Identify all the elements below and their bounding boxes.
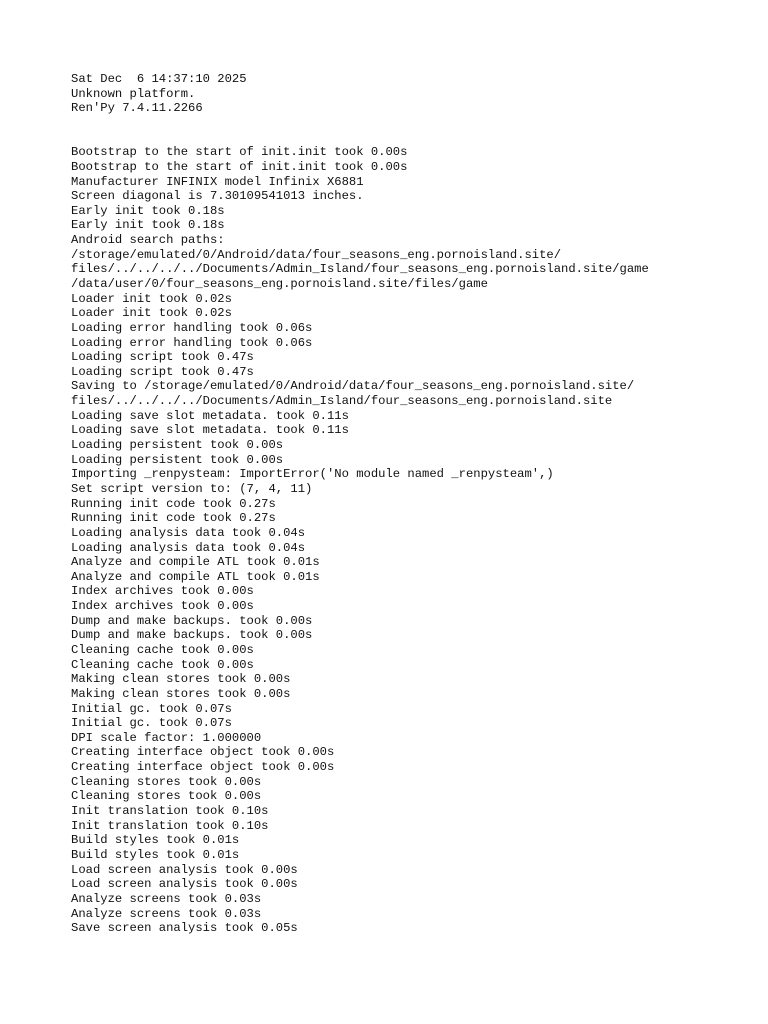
log-line: Android search paths: — [71, 233, 225, 248]
log-line: Bootstrap to the start of init.init took 0.00s — [71, 145, 408, 160]
log-line: Loading analysis data took 0.04s — [71, 540, 306, 555]
header-line: Unknown platform. — [71, 86, 196, 101]
log-line: Loader init took 0.02s — [71, 291, 232, 306]
log-line: Importing _renpysteam: ImportError('No module named _renpysteam',) — [71, 467, 554, 482]
log-line: Screen diagonal is 7.30109541013 inches. — [71, 189, 364, 204]
log-body — [71, 145, 751, 936]
log-line: Bootstrap to the start of init.init took 0.00s — [71, 159, 408, 174]
log-line: Loading persistent took 0.00s — [71, 438, 284, 453]
log-line: Making clean stores took 0.00s — [71, 686, 291, 701]
log-line: Build styles took 0.01s — [71, 847, 240, 862]
log-line: Manufacturer INFINIX model Infinix X6881 — [71, 174, 364, 189]
log-line: Analyze screens took 0.03s — [71, 891, 262, 906]
log-line: Set script version to: (7, 4, 11) — [71, 481, 313, 496]
log-line: DPI scale factor: 1.000000 — [71, 730, 262, 745]
log-line: Load screen analysis took 0.00s — [71, 877, 298, 892]
log-line: Running init code took 0.27s — [71, 511, 276, 526]
log-line: /storage/emulated/0/Android/data/four_seasons_eng.pornoisland.site/ — [71, 247, 562, 262]
log-line: Creating interface object took 0.00s — [71, 760, 335, 775]
log-line: Loading script took 0.47s — [71, 350, 254, 365]
log-line: Cleaning cache took 0.00s — [71, 643, 254, 657]
log-line: Saving to /storage/emulated/0/Android/data/four_seasons_eng.pornoisland.site/ — [71, 379, 635, 394]
log-line: Early init took 0.18s — [71, 203, 225, 218]
log-document — [71, 72, 751, 936]
log-line: Loading script took 0.47s — [71, 364, 254, 379]
log-line: Analyze and compile ATL took 0.01s — [71, 569, 320, 584]
log-line: Cleaning stores took 0.00s — [71, 789, 262, 804]
log-line: Early init took 0.18s — [71, 218, 225, 233]
log-line: Creating interface object took 0.00s — [71, 745, 335, 760]
log-line: Index archives took 0.00s — [71, 584, 254, 599]
log-line: Analyze and compile ATL took 0.01s — [71, 555, 320, 570]
log-line: Loading persistent took 0.00s — [71, 452, 284, 467]
log-line: Analyze screens took 0.03s — [71, 906, 262, 921]
log-header — [71, 72, 751, 116]
log-line: Making clean stores took 0.00s — [71, 672, 291, 687]
log-line: Initial gc. took 0.07s — [71, 716, 232, 731]
log-line: Loading error handling took 0.06s — [71, 335, 313, 350]
log-line: Cleaning cache took 0.00s — [71, 657, 254, 672]
log-line: Running init code took 0.27s — [71, 496, 276, 511]
log-line: Init translation took 0.10s — [71, 818, 269, 833]
log-line: Loading error handling took 0.06s — [71, 320, 313, 335]
log-line: Save screen analysis took 0.05s — [71, 921, 298, 936]
log-line: Loading save slot metadata. took 0.11s — [71, 423, 349, 438]
log-line: Loading save slot metadata. took 0.11s — [71, 408, 349, 423]
log-line: Build styles took 0.01s — [71, 833, 240, 848]
log-line: Dump and make backups. took 0.00s — [71, 613, 313, 628]
log-line: Loading analysis data took 0.04s — [71, 525, 306, 540]
log-line: Init translation took 0.10s — [71, 804, 269, 819]
log-line: Load screen analysis took 0.00s — [71, 862, 298, 877]
log-line: Initial gc. took 0.07s — [71, 701, 232, 716]
log-line: Index archives took 0.00s — [71, 599, 254, 614]
header-line: Sat Dec 6 14:37:10 2025 — [71, 72, 247, 86]
log-line: files/../../../../Documents/Admin_Island/four_seasons_eng.pornoisland.site/game — [71, 262, 649, 277]
log-line: Cleaning stores took 0.00s — [71, 774, 262, 789]
log-line: files/../../../../Documents/Admin_Island/four_seasons_eng.pornoisland.site — [71, 394, 613, 409]
log-line: /data/user/0/four_seasons_eng.pornoisland.site/files/game — [71, 276, 488, 291]
log-line: Loader init took 0.02s — [71, 306, 232, 321]
header-spacer — [71, 116, 751, 145]
header-line: Ren'Py 7.4.11.2266 — [71, 101, 203, 116]
log-line: Dump and make backups. took 0.00s — [71, 628, 313, 643]
